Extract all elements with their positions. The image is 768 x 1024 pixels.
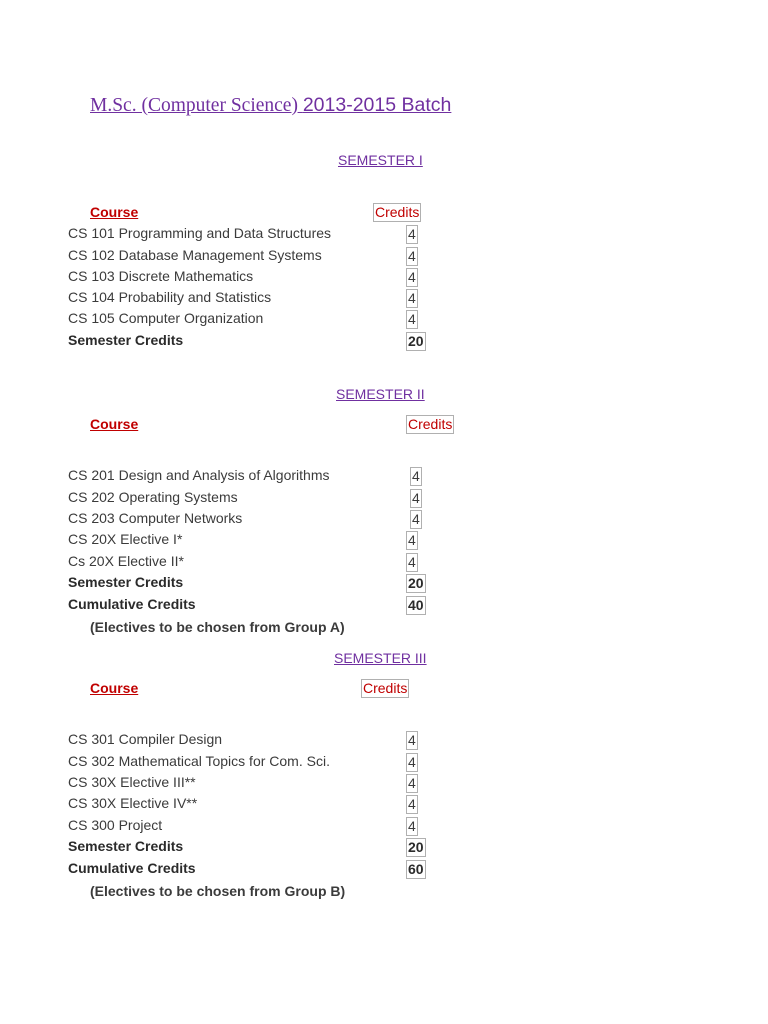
semester-3-cumulative-label: Cumulative Credits [68, 860, 196, 876]
semester-2-cumulative-total: 40 [408, 597, 424, 613]
semester-1-course-header: Course [90, 204, 139, 220]
semester-2-credits-label: Semester Credits [68, 574, 184, 590]
credit-value: 4 [408, 269, 416, 285]
credit-value: 4 [408, 532, 416, 548]
credit-value: 4 [412, 511, 420, 527]
table-row: CS 103 Discrete Mathematics [68, 268, 254, 284]
credit-value: 4 [408, 796, 416, 812]
table-row: CS 105 Computer Organization [68, 310, 264, 326]
table-row: CS 30X Elective IV** [68, 795, 198, 811]
semester-2-heading: SEMESTER II [336, 386, 425, 402]
semester-1-credits-header: Credits [375, 204, 420, 220]
credit-value: 4 [412, 468, 420, 484]
semester-2-credits-header: Credits [408, 416, 453, 432]
credit-value: 4 [408, 248, 416, 264]
table-row: CS 104 Probability and Statistics [68, 289, 272, 305]
page-title [90, 94, 451, 117]
table-row: CS 302 Mathematical Topics for Com. Sci. [68, 753, 330, 769]
page-title-program: M.Sc. (Computer Science) [90, 95, 303, 116]
semester-1-credits-label: Semester Credits [68, 332, 184, 348]
table-row: CS 30X Elective III** [68, 774, 196, 790]
semester-3-heading: SEMESTER III [334, 650, 427, 666]
credit-value: 4 [408, 754, 416, 770]
credit-value: 4 [408, 290, 416, 306]
table-row: CS 101 Programming and Data Structures [68, 225, 332, 241]
semester-3-credits-total: 20 [408, 839, 424, 855]
semester-3-course-header: Course [90, 680, 139, 696]
table-row: CS 300 Project [68, 817, 163, 833]
credit-value: 4 [412, 490, 420, 506]
semester-3-credits-header: Credits [363, 680, 408, 696]
semester-3-cumulative-total: 60 [408, 861, 424, 877]
semester-3-credits-label: Semester Credits [68, 838, 184, 854]
table-row: CS 201 Design and Analysis of Algorithms [68, 467, 330, 483]
credit-value: 4 [408, 554, 416, 570]
table-row: CS 102 Database Management Systems [68, 247, 322, 263]
credit-value: 4 [408, 732, 416, 748]
semester-2-course-header: Course [90, 416, 139, 432]
semester-3-electives-note: (Electives to be chosen from Group B) [90, 883, 346, 899]
credit-value: 4 [408, 818, 416, 834]
semester-2-credits-total: 20 [408, 575, 424, 591]
table-row: CS 203 Computer Networks [68, 510, 243, 526]
semester-2-cumulative-label: Cumulative Credits [68, 596, 196, 612]
semester-1-credits-total: 20 [408, 333, 424, 349]
table-row: CS 202 Operating Systems [68, 489, 238, 505]
credit-value: 4 [408, 311, 416, 327]
table-row: CS 301 Compiler Design [68, 731, 223, 747]
table-row: CS 20X Elective I* [68, 531, 183, 547]
semester-1-heading: SEMESTER I [338, 152, 423, 168]
credit-value: 4 [408, 775, 416, 791]
page-title-batch: 2013-2015 Batch [302, 94, 452, 116]
table-row: Cs 20X Elective II* [68, 553, 184, 569]
semester-2-electives-note: (Electives to be chosen from Group A) [90, 619, 345, 635]
credit-value: 4 [408, 226, 416, 242]
